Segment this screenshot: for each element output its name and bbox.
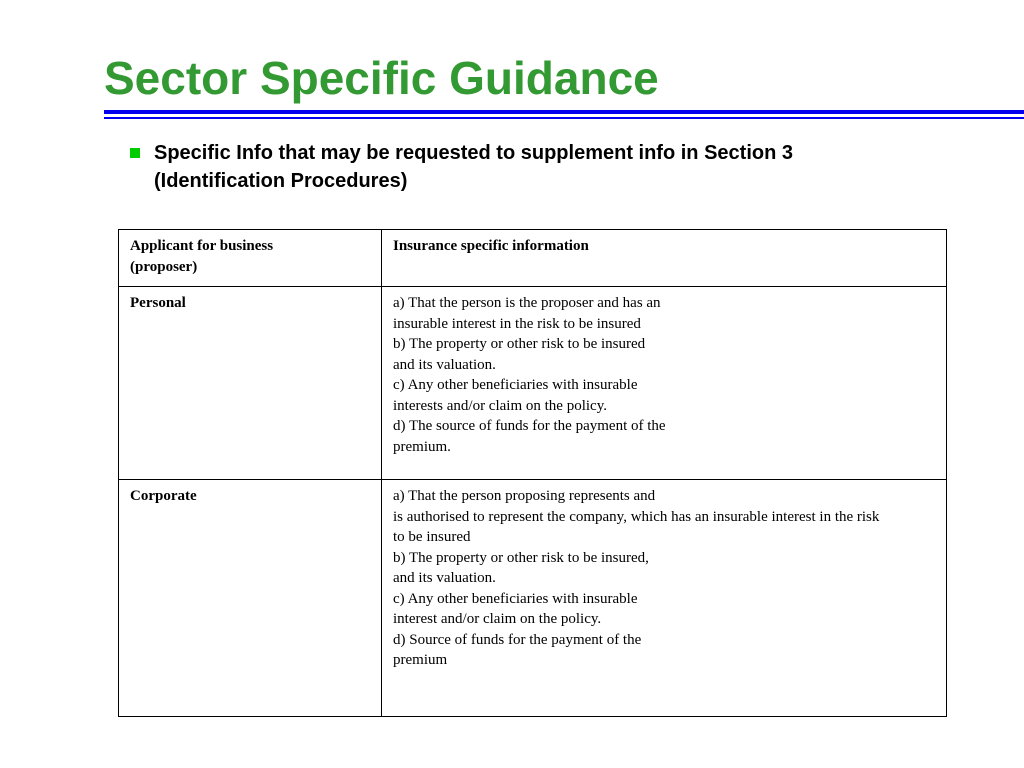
title-rule-thin	[104, 117, 1024, 119]
detail-line: premium	[393, 652, 448, 668]
bullet-text: Specific Info that may be requested to supplement info in Section 3 (Identification Procedures)	[154, 142, 793, 192]
row-label-corporate: Corporate	[119, 480, 382, 717]
row-details-corporate	[382, 480, 947, 717]
slide-title: Sector Specific Guidance	[104, 52, 659, 104]
table-row-corporate	[119, 480, 947, 717]
detail-line: and its valuation.	[393, 570, 496, 586]
detail-line: is authorised to represent the company, which has an insurable interest in the risk	[393, 508, 880, 525]
row-details-personal	[382, 287, 947, 480]
detail-line: d) Source of funds for the payment of the	[393, 631, 642, 648]
detail-line: b) The property or other risk to be insured	[393, 336, 646, 352]
detail-line: b) The property or other risk to be insured,	[393, 549, 649, 566]
header-cell-applicant: Applicant for business (proposer)	[119, 230, 382, 287]
table-row-personal	[119, 287, 947, 480]
square-bullet-icon	[130, 148, 140, 158]
detail-line: premium.	[393, 438, 451, 455]
header-cell-insurance-info: Insurance specific information	[382, 230, 947, 287]
detail-line: and its valuation.	[393, 356, 496, 373]
detail-line: a) That the person is the proposer and has an	[393, 295, 661, 311]
detail-line: to be insured	[393, 529, 471, 545]
title-rule-thick	[104, 110, 1024, 114]
detail-line: interest and/or claim on the policy.	[393, 611, 602, 627]
detail-line: d) The source of funds for the payment of the	[393, 418, 666, 434]
detail-line: interests and/or claim on the policy.	[393, 397, 607, 414]
table-header-row	[119, 230, 947, 287]
row-label-personal: Personal	[119, 287, 382, 480]
detail-line: c) Any other beneficiaries with insurable	[393, 377, 638, 393]
detail-line: a) That the person proposing represents and	[393, 488, 656, 504]
detail-line: insurable interest in the risk to be insured	[393, 315, 641, 332]
detail-line: c) Any other beneficiaries with insurable	[393, 590, 638, 607]
insurance-info-table	[118, 229, 947, 717]
